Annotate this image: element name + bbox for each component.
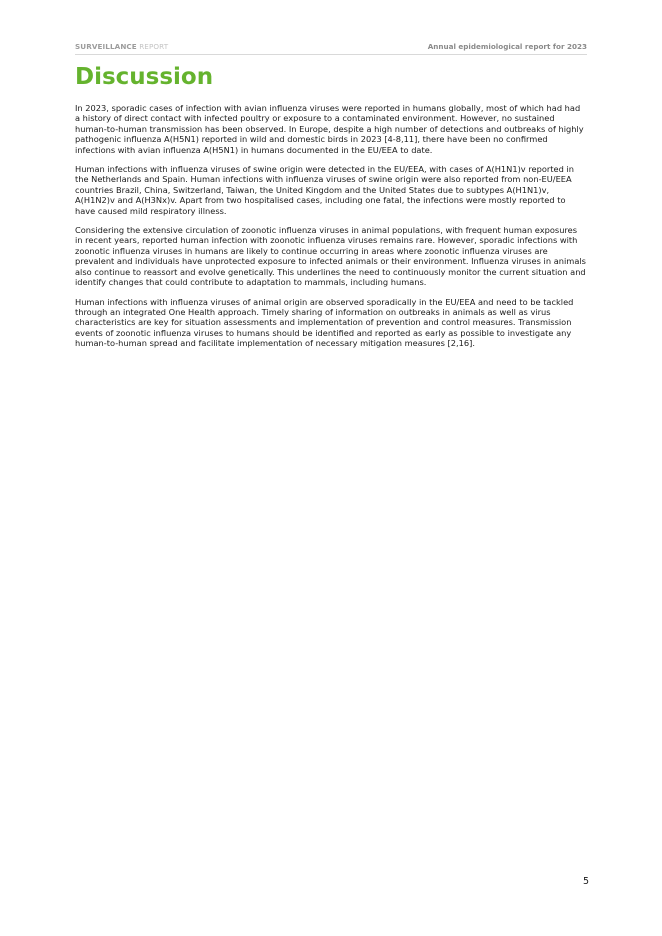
paragraph-one-health: Human infections with influenza viruses of animal origin are observed sporadically in the EU/EEA and need to be tackled through an integrated One Health approach. Timely sharing of information on outbreaks in animals as well as virus characteristics are key for situation assessments and implementation of prevention and control measures. Transmission events of zoonotic influenza viruses to humans should be identified and reported as early as possible to investigate any human-to-human spread and facilitate implementation of necessary mitigation measures [2,16]. [75,296,574,349]
page-number: 5 [582,876,589,887]
paragraph-swine-influenza: Human infections with influenza viruses of swine origin were detected in the EU/EEA, with cases of A(H1N1)v reported in the Netherlands and Spain. Human infections with influenza viruses of swine origin were also reported from non-EU/EEA countries Brazil, China, Switzerland, Taiwan, the United Kingdom and the United States due to subtypes A(H1N1)v, A(H1N2)v and A(H3Nx)v. Apart from two hospitalised cases, including one fatal, the infections were mostly reported to have caused mild respiratory illness. [75,164,574,216]
report-type-light: REPORT [136,42,169,51]
report-type-strong: SURVEILLANCE [75,42,137,51]
report-type-label [75,42,168,51]
page-header [75,42,587,55]
paragraph-zoonotic-circulation: Considering the extensive circulation of zoonotic influenza viruses in animal populations, with frequent human exposures in recent years, reported human infection with zoonotic influenza viruses remains rare. However, sporadic infections with zoonotic influenza viruses in humans are likely to continue occurring in areas where zoonotic influenza viruses are prevalent and individuals have unprotected exposure to infected animals or their environment. Influenza viruses in animals also continue to reassort and evolve genetically. This underlines the need to continuously monitor the current situation and identify changes that could contribute to adaptation to mammals, including humans. [75,225,586,288]
discussion-body [75,103,587,358]
report-title: Annual epidemiological report for 2023 [427,42,587,51]
paragraph-avian-influenza: In 2023, sporadic cases of infection with avian influenza viruses were reported in humans globally, most of which had had a history of direct contact with infected poultry or exposure to a contaminated environment. However, no sustained human-to-human transmission has been observed. In Europe, despite a high number of detections and outbreaks of highly pathogenic influenza A(H5N1) reported in wild and domestic birds in 2023 [4-8,11], there have been no confirmed infections with avian influenza A(H5N1) in humans documented in the EU/EEA to date. [75,103,584,155]
section-title: Discussion [75,64,214,90]
